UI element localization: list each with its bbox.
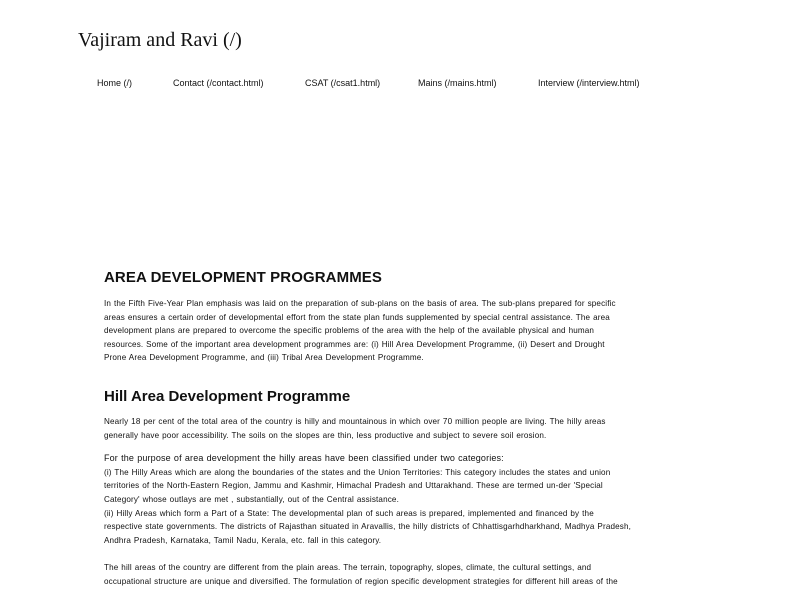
intro-line: areas ensures a certain order of developmental effort from the state plan funds supplemented by special central assistance. The area <box>104 312 610 322</box>
nav-csat-link[interactable]: CSAT (/csat1.html) <box>305 78 381 88</box>
classification-line: (i) The Hilly Areas which are along the boundaries of the states and the Union Territories: This category includes the states and union <box>104 467 611 477</box>
article-heading: AREA DEVELOPMENT PROGRAMMES <box>104 269 382 286</box>
main-nav <box>0 78 791 92</box>
classification-line: Andhra Pradesh, Karnataka, Tamil Nadu, Kerala, etc. fall in this category. <box>104 535 382 545</box>
nav-home-link[interactable]: Home (/) <box>97 78 133 88</box>
intro-line: resources. Some of the important area development programmes are: (i) Hill Area Development Programme, (ii) Desert and Drought <box>104 339 605 349</box>
classification-lead: For the purpose of area development the hilly areas have been classified under two categories: <box>104 453 504 464</box>
classification-line: respective state governments. The districts of Rajasthan situated in Aravallis, the hilly districts of Chhattisgarhdharkhand, Madhya Pradesh, <box>104 522 632 532</box>
hill-line: Nearly 18 per cent of the total area of the country is hilly and mountainous in which over 70 million people are living. The hilly areas <box>104 416 606 426</box>
closing-line: The hill areas of the country are different from the plain areas. The terrain, topography, slopes, climate, the cultural settings, and <box>104 563 592 573</box>
closing-line: occupational structure are unique and diversified. The formulation of region specific development strategies for different hill areas of the <box>104 576 618 586</box>
section-heading-hill-area: Hill Area Development Programme <box>104 387 351 405</box>
intro-paragraph <box>104 297 689 365</box>
intro-line: In the Fifth Five-Year Plan emphasis was laid on the preparation of sub-plans on the basis of area. The sub-plans prepared for specific <box>104 299 616 308</box>
classification-line: Category' whose outlays are met , substantially, out of the Central assistance. <box>104 494 399 504</box>
intro-line: Prone Area Development Programme, and (iii) Tribal Area Development Programme. <box>104 353 424 363</box>
article-content <box>104 268 689 589</box>
classification-line: (ii) Hilly Areas which form a Part of a State: The developmental plan of such areas is prepared, implemented and financed by the <box>104 508 594 518</box>
closing-paragraph <box>104 561 689 588</box>
site-title-link[interactable]: Vajiram and Ravi (/) <box>78 29 242 51</box>
nav-mains-link[interactable]: Mains (/mains.html) <box>418 78 497 88</box>
classification-line: territories of the North-Eastern Region, Jammu and Kashmir, Himachal Pradesh and Uttarakhand. These are termed un-der 'Special <box>104 481 603 491</box>
nav-interview-link[interactable]: Interview (/interview.html) <box>538 78 640 88</box>
hill-line: generally have poor accessibility. The soils on the slopes are thin, less productive and subject to severe soil erosion. <box>104 430 547 440</box>
hill-area-paragraph <box>104 415 689 442</box>
intro-line: development plans are prepared to overcome the specific problems of the area with the help of the available physical and human <box>104 326 595 336</box>
nav-contact-link[interactable]: Contact (/contact.html) <box>173 78 264 88</box>
classification-paragraph <box>104 452 689 547</box>
